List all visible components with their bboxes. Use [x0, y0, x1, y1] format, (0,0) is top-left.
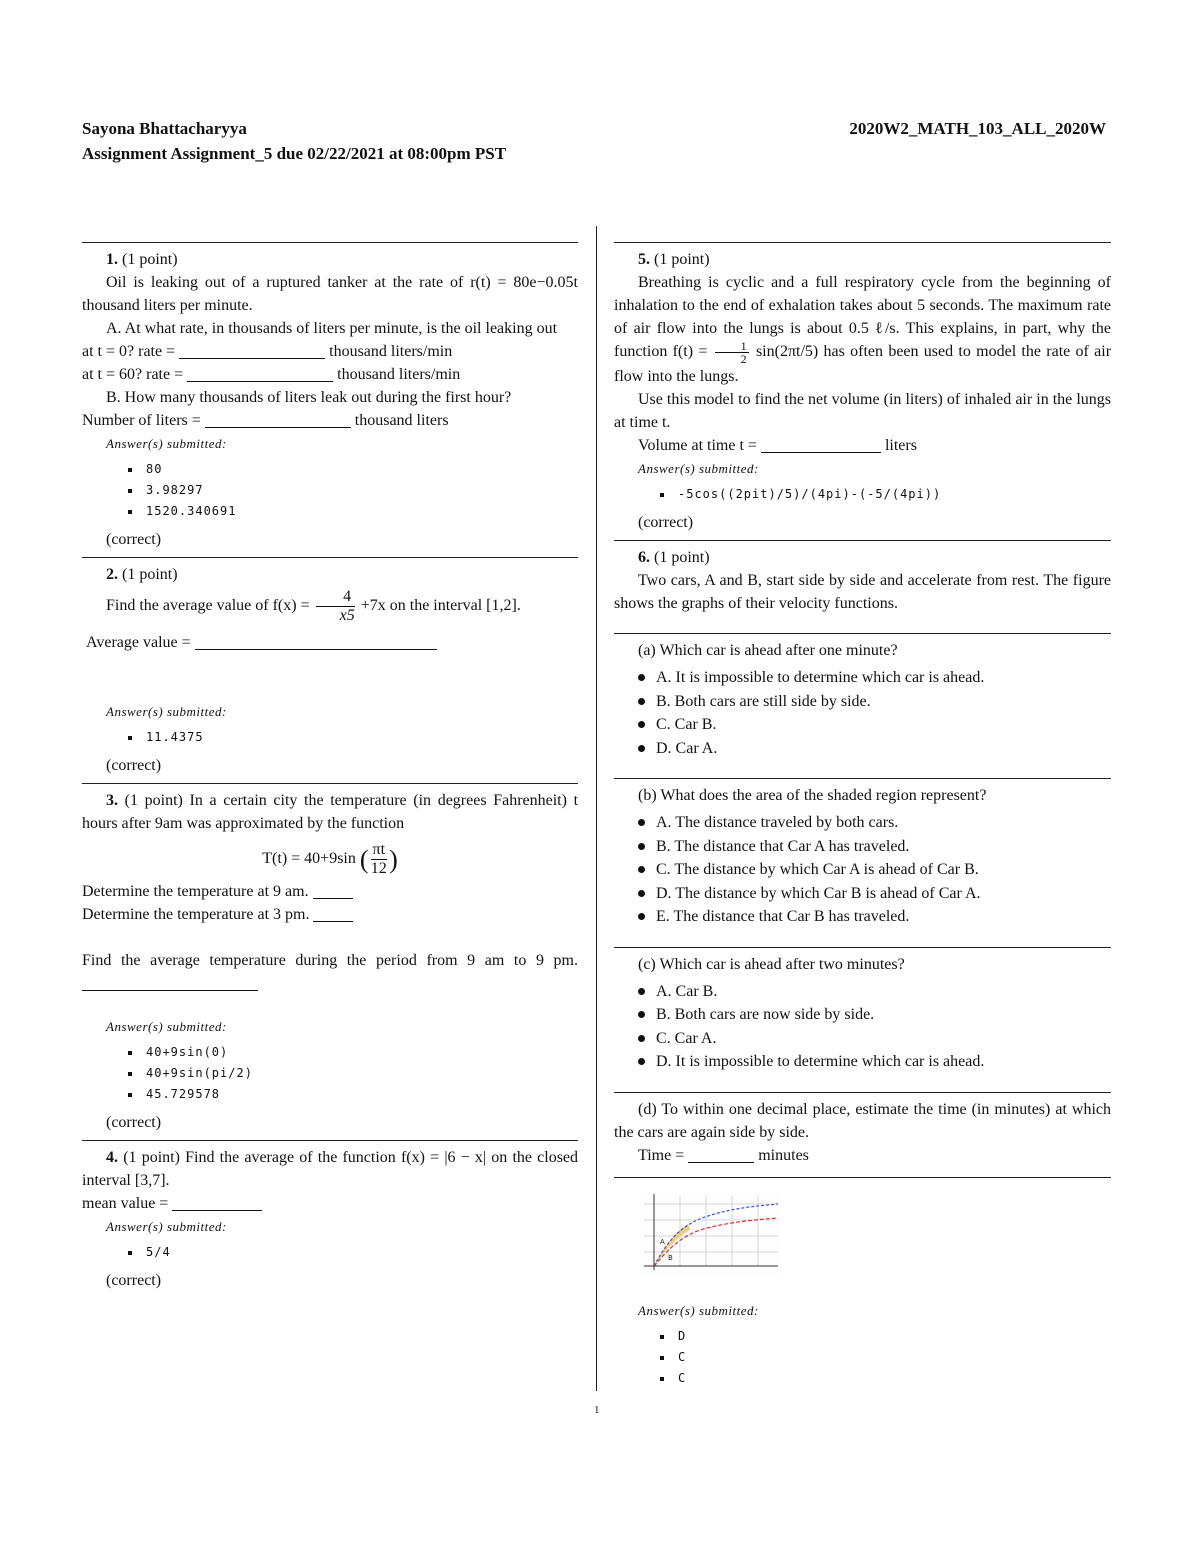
option-item[interactable]: D. Car A. — [638, 737, 1111, 761]
answer-list — [82, 1242, 578, 1263]
question-text: Find the average temperature during the period from 9 am to 9 pm. — [82, 952, 578, 969]
question-text: (a) Which car is ahead after one minute? — [638, 642, 898, 659]
right-column — [614, 242, 1111, 1395]
options-list — [614, 666, 1111, 760]
answer-item: C — [660, 1347, 1111, 1368]
assignment-title: Assignment Assignment_5 due 02/22/2021 at 08:00pm PST — [82, 144, 507, 163]
problem-text-end: sin(2πt/5) has often been used to model the rate of air flow into the lungs. — [614, 343, 1112, 385]
answers-label: Answer(s) submitted: — [106, 1219, 227, 1234]
problem-1 — [82, 242, 578, 551]
option-item[interactable]: A. Car B. — [638, 980, 1111, 1004]
fraction-half — [715, 340, 749, 365]
fraction-denominator: 2 — [740, 352, 747, 366]
answer-list — [82, 1042, 578, 1105]
option-item[interactable]: A. It is impossible to determine which car is ahead. — [638, 666, 1111, 690]
option-item[interactable]: B. Both cars are now side by side. — [638, 1003, 1111, 1027]
figure-section — [614, 1177, 1111, 1389]
label-car-b: B — [668, 1253, 673, 1262]
answer-item: 40+9sin(0) — [128, 1042, 578, 1063]
answer-item: 3.98297 — [128, 480, 578, 501]
fraction-denominator: 12 — [370, 860, 387, 877]
problem-5 — [614, 242, 1111, 534]
correct-status: (correct) — [106, 531, 162, 548]
line-label: Average value = — [86, 634, 191, 651]
page-number: 1 — [594, 1404, 600, 1416]
answer-item: D — [660, 1326, 1111, 1347]
answer-blank[interactable] — [761, 437, 881, 453]
answer-item: 11.4375 — [128, 727, 578, 748]
option-item[interactable]: C. Car B. — [638, 713, 1111, 737]
unit-label: liters — [884, 437, 917, 454]
correct-status: (correct) — [638, 514, 694, 531]
answer-item: 80 — [128, 459, 578, 480]
fraction — [316, 588, 355, 625]
option-item[interactable]: D. It is impossible to determine which car is ahead. — [638, 1050, 1111, 1074]
answer-list — [82, 459, 578, 522]
part-b-text: B. How many thousands of liters leak out during the first hour? — [106, 389, 512, 406]
option-item[interactable]: C. The distance by which Car A is ahead of Car B. — [638, 858, 1111, 882]
course-code: 2020W2_MATH_103_ALL_2020W — [849, 119, 1106, 138]
problem-points: (1 point) — [123, 1149, 180, 1166]
problem-text: Find the average value of f(x) = — [106, 597, 310, 615]
line-label: mean value = — [82, 1195, 169, 1212]
option-item[interactable]: D. The distance by which Car B is ahead of Car A. — [638, 882, 1111, 906]
problem-points: (1 point) — [654, 549, 710, 566]
problem-4 — [82, 1140, 578, 1292]
fraction-numerator: 4 — [316, 588, 355, 607]
options-list — [614, 980, 1111, 1074]
problem-number: 3. — [106, 792, 118, 809]
problem-text: Find the average of the function f(x) = |6 − x| on the closed interval [3,7]. — [82, 1149, 579, 1189]
problem-text: Two cars, A and B, start side by side and accelerate from rest. The figure shows the graphs of their velocity functions. — [614, 572, 1111, 612]
fraction-denominator: x5 — [339, 607, 355, 624]
answer-blank[interactable] — [688, 1147, 754, 1163]
problem-text: Oil is leaking out of a ruptured tanker at the rate of r(t) = 80e−0.05t thousand liters per minute. — [82, 274, 578, 314]
velocity-graph — [638, 1190, 1111, 1283]
answers-label: Answer(s) submitted: — [638, 1302, 759, 1318]
question-text: (d) To within one decimal place, estimate the time (in minutes) at which the cars are again side by side. — [614, 1100, 1111, 1141]
answers-label: Answer(s) submitted: — [106, 1019, 227, 1034]
answer-list — [614, 1326, 1111, 1389]
problem-number: 2. — [106, 566, 118, 583]
answers-label: Answer(s) submitted: — [638, 461, 759, 476]
answers-label: Answer(s) submitted: — [106, 704, 227, 719]
question-b — [614, 778, 1111, 929]
problem-number: 1. — [106, 251, 118, 268]
answer-list — [614, 484, 1111, 505]
fraction — [371, 841, 388, 878]
problem-number: 5. — [638, 251, 650, 268]
answer-blank[interactable] — [195, 634, 437, 650]
problem-points: (1 point) — [124, 792, 183, 809]
answer-item: 45.729578 — [128, 1084, 578, 1105]
question-text: (c) Which car is ahead after two minutes? — [638, 955, 905, 973]
correct-status: (correct) — [106, 1114, 162, 1131]
label-car-a: A — [660, 1237, 665, 1246]
problem-6 — [614, 540, 1111, 1389]
question-text: Determine the temperature at 9 am. — [82, 883, 309, 900]
answer-blank[interactable] — [187, 366, 333, 382]
option-item[interactable]: E. The distance that Car B has traveled. — [638, 905, 1111, 929]
answer-item: -5cos((2pit)/5)/(4pi)-(-5/(4pi)) — [660, 484, 1111, 505]
line-label: Number of liters = — [82, 412, 201, 429]
question-text: Determine the temperature at 3 pm. — [82, 906, 310, 923]
unit-label: thousand liters/min — [329, 343, 453, 360]
question-text: (b) What does the area of the shaded region represent? — [638, 787, 987, 804]
correct-status: (correct) — [106, 1272, 162, 1289]
question-a — [614, 633, 1111, 760]
answers-label: Answer(s) submitted: — [106, 436, 227, 451]
problem-points: (1 point) — [654, 251, 710, 268]
problem-number: 4. — [106, 1149, 118, 1166]
left-column — [82, 242, 578, 1292]
velocity-graph-svg — [638, 1190, 780, 1276]
answer-item: C — [660, 1368, 1111, 1389]
answer-blank[interactable] — [172, 1195, 262, 1211]
answer-blank[interactable] — [205, 412, 351, 428]
line-label: Volume at time t = — [638, 437, 757, 454]
problem-number: 6. — [638, 549, 650, 566]
unit-label: thousand liters/min — [337, 366, 461, 383]
option-item[interactable]: A. The distance traveled by both cars. — [638, 811, 1111, 835]
problem-text: Breathing is cyclic and a full respiratory cycle from the beginning of inhalation to the end of exhalation takes about 5 seconds. The maximum rate of air flow into the lungs is about 0.5 ℓ/s. This explains, in part, why the function f(t) = — [614, 274, 1111, 361]
answer-blank[interactable] — [313, 883, 353, 899]
answer-list — [82, 727, 578, 748]
unit-label: thousand liters — [354, 412, 449, 429]
fraction-numerator: πt — [372, 841, 386, 858]
formula: T(t) = 40+9sin — [262, 850, 356, 868]
answer-blank[interactable] — [313, 906, 353, 922]
column-divider — [596, 226, 597, 1391]
answer-item: 5/4 — [128, 1242, 578, 1263]
question-d — [614, 1092, 1111, 1167]
correct-status: (correct) — [106, 757, 162, 774]
question-c — [614, 947, 1111, 1074]
answer-blank[interactable] — [82, 975, 258, 991]
problem-points: (1 point) — [122, 251, 178, 268]
line-label: at t = 0? rate = — [82, 343, 176, 360]
fraction-numerator: 1 — [715, 340, 749, 353]
page-header-left — [82, 116, 506, 166]
options-list — [614, 811, 1111, 929]
option-item[interactable]: B. The distance that Car A has traveled. — [638, 835, 1111, 859]
problem-2 — [82, 557, 578, 777]
answer-item: 1520.340691 — [128, 501, 578, 522]
problem-3: 3. (1 point) In a certain city the temperature (in degrees Fahrenheit) t hours after 9am was approximated by the function T(t) = 40+9sin ( $\frac{\pi t}{12}$ ) Determine the temperature at 9 am. Determine the temperature at 3 pm. Find the average temperature during the period from 9 am to 9 pm. Answer(s) submitted: 40+9sin(0) 40+9sin(pi/2) 45.729578 (correct) — [82, 783, 578, 1134]
line-label: Time = — [638, 1146, 685, 1164]
problem-points: (1 point) — [122, 566, 178, 583]
option-item[interactable]: C. Car A. — [638, 1027, 1111, 1051]
problem-text-2: Use this model to find the net volume (in liters) of inhaled air in the lungs at time t. — [614, 391, 1111, 431]
part-a-text: A. At what rate, in thousands of liters per minute, is the oil leaking out — [106, 320, 558, 337]
line-label: at t = 60? rate = — [82, 366, 184, 383]
answer-item: 40+9sin(pi/2) — [128, 1063, 578, 1084]
problem-text: In a certain city the temperature (in degrees Fahrenheit) t hours after 9am was approximated by the function — [82, 792, 579, 832]
option-item[interactable]: B. Both cars are still side by side. — [638, 690, 1111, 714]
student-name: Sayona Bhattacharyya — [82, 119, 247, 138]
answer-blank[interactable] — [179, 343, 325, 359]
problem-text-end: +7x on the interval [1,2]. — [360, 597, 521, 615]
unit-label: minutes — [758, 1146, 809, 1164]
